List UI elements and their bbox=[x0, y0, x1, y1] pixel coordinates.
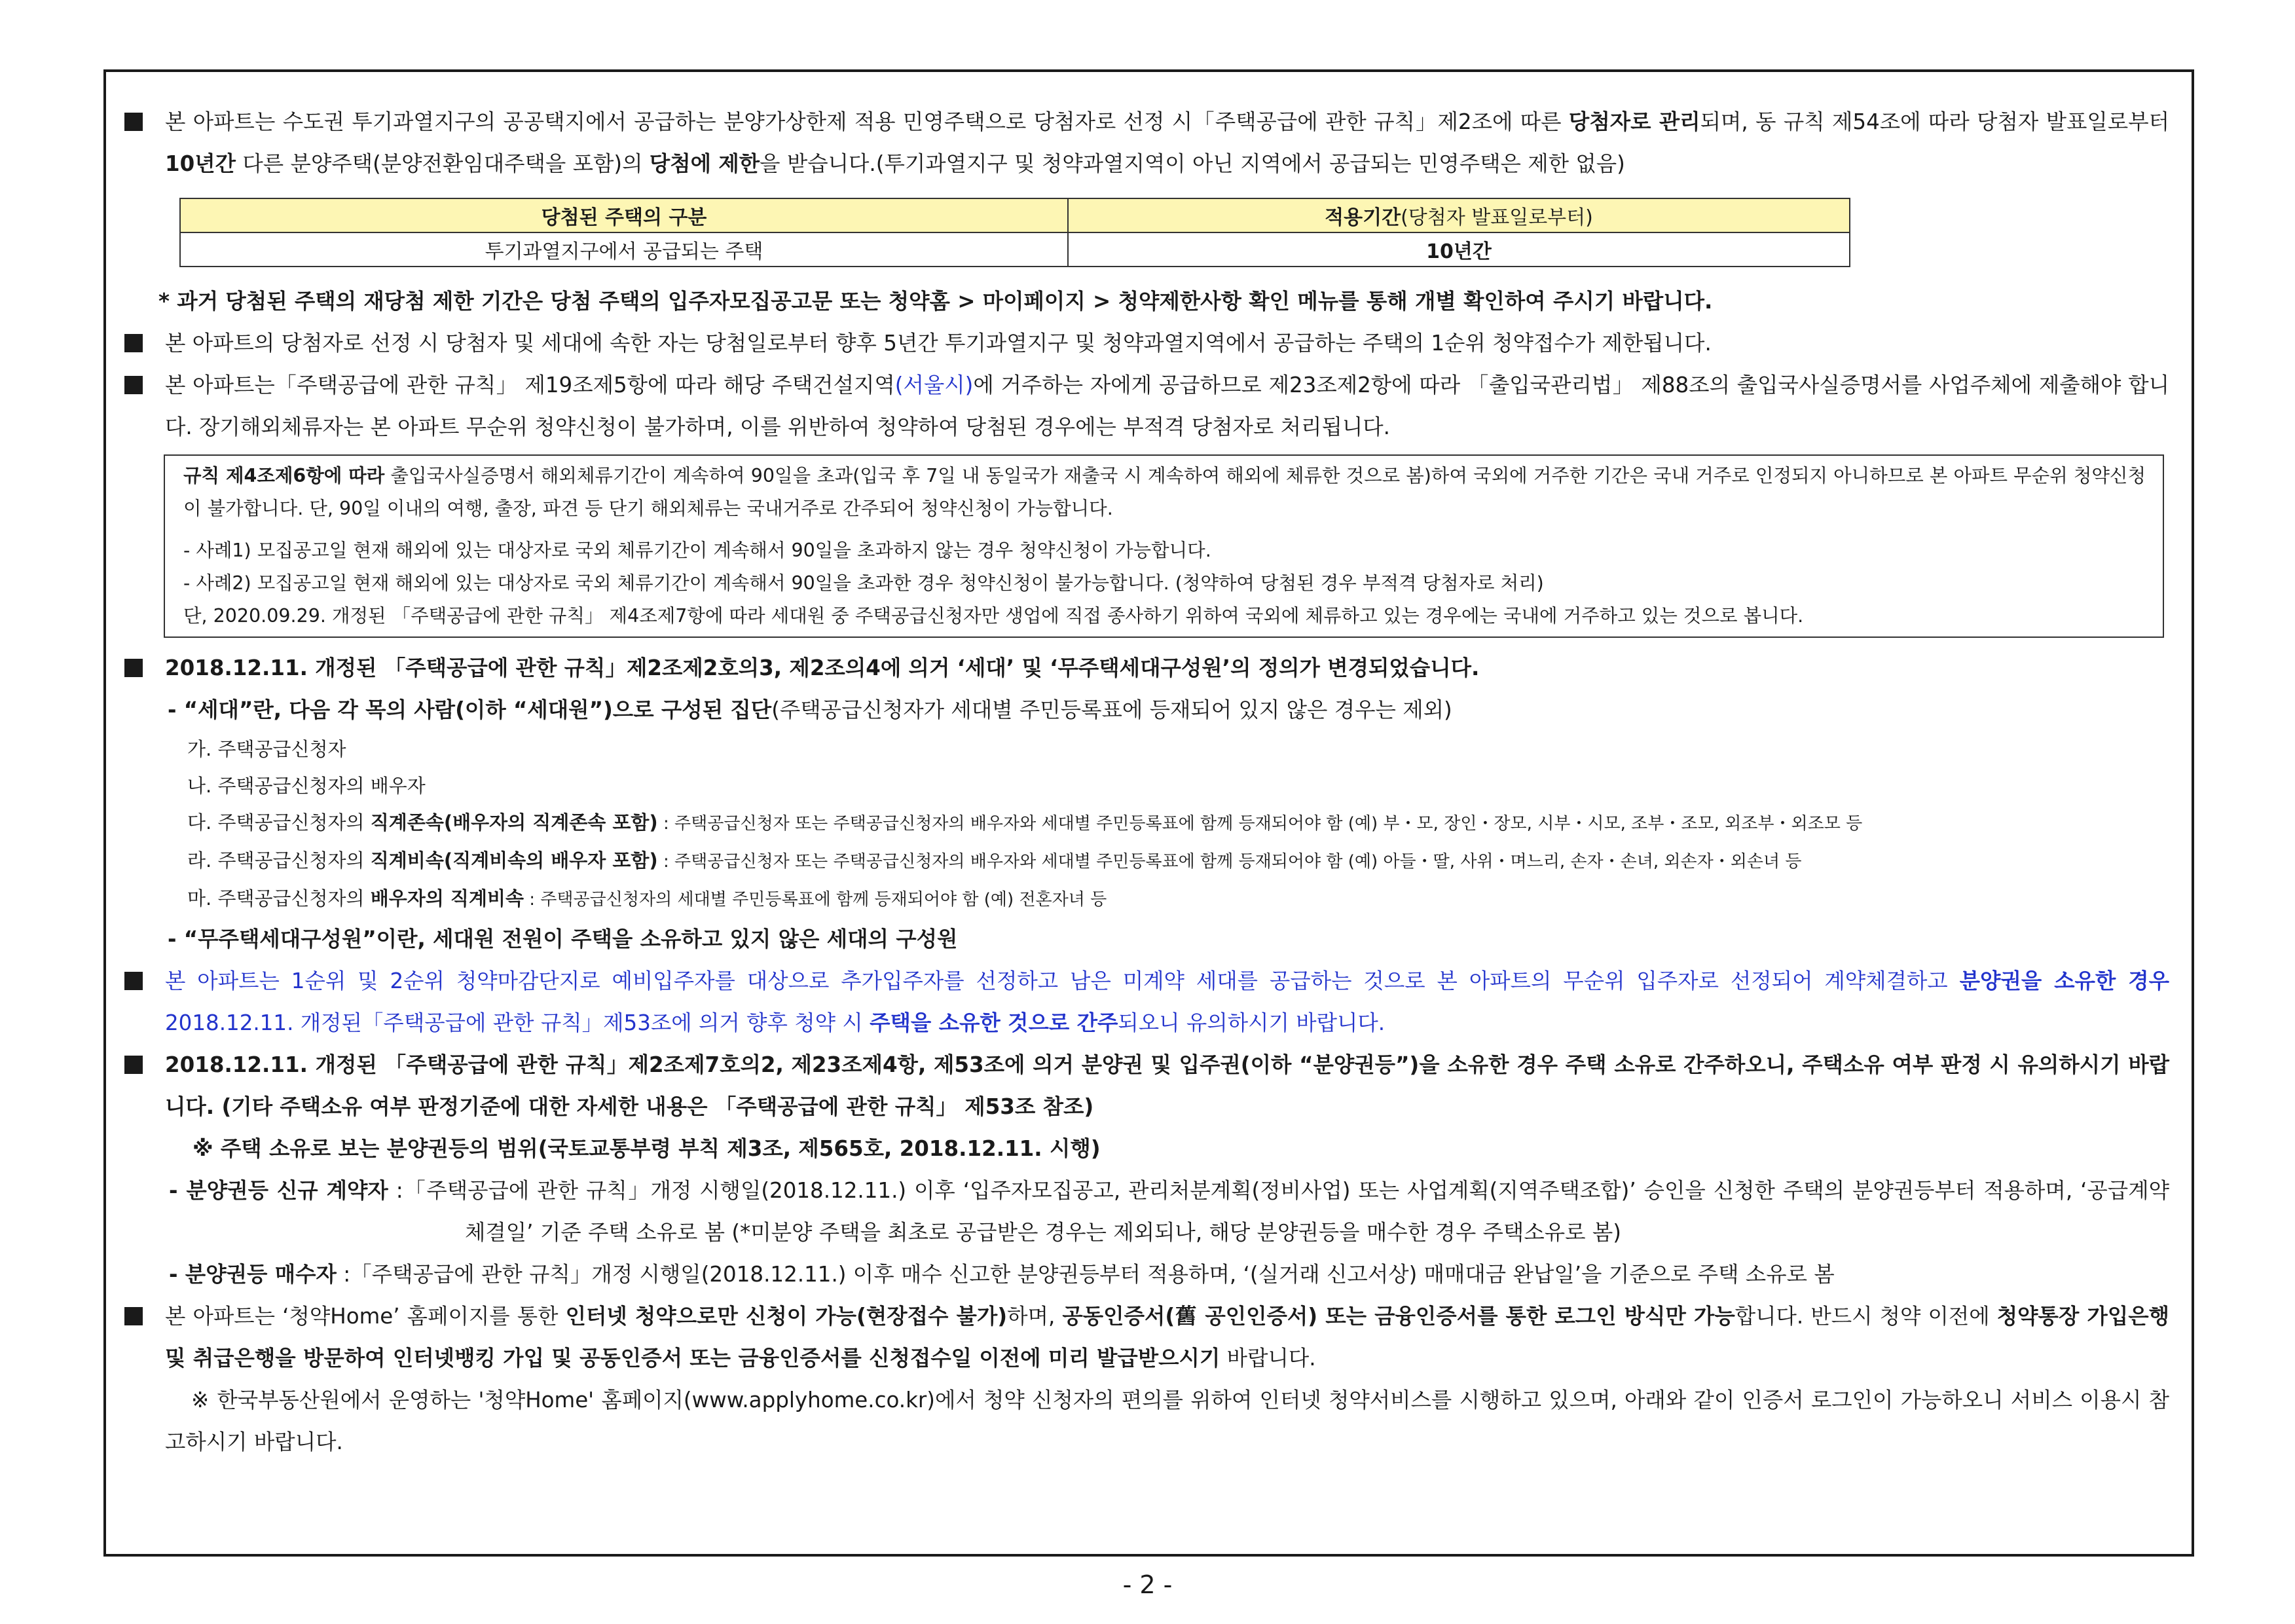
household-item-da: 다. 주택공급신청자의 직계존속(배우자의 직계존속 포함) : 주택공급신청자 또는 주택공급신청자의 배우자와 세대별 주민등록표에 함께 등재되어야 함 (예) 부・모, 장인・장모, 시부・시모, 조부・조모, 외조부・외조모 등 bbox=[187, 811, 1863, 834]
table-cell-type: 투기과열지구에서 공급되는 주택 bbox=[180, 232, 1068, 267]
restriction-period-table bbox=[179, 198, 1850, 267]
table-header-type: 당첨된 주택의 구분 bbox=[180, 198, 1068, 232]
box-exception: 단, 2020.09.29. 개정된 「주택공급에 관한 규칙」 제4조제7항에 따라 세대원 중 주택공급신청자만 생업에 직접 종사하기 위하여 국외에 체류하고 있는 경우에는 국내에 거주하고 있는 것으로 봅니다. bbox=[183, 605, 1804, 627]
paragraph-presale-rights: 2018.12.11. 개정된 「주택공급에 관한 규칙」제2조제7호의2, 제23조제4항, 제53조에 의거 분양권 및 입주권(이하 “분양권등”)을 소유한 경우 주택 소유로 간주하오니, 주택소유 여부 판정 시 유의하시기 바랍니다. (기타 주택소유 여부 판정기준에 대한 자세한 내용은 「주택공급에 관한 규칙」 제53조 참조) bbox=[124, 1044, 2169, 1128]
household-item-ma: 마. 주택공급신청자의 배우자의 직계비속 : 주택공급신청자의 세대별 주민등록표에 함께 등재되어야 함 (예) 전혼자녀 등 bbox=[187, 887, 1107, 910]
table-cell-period: 10년간 bbox=[1068, 232, 1850, 267]
note-past-winner: * 과거 당첨된 주택의 재당첨 제한 기간은 당첨 주택의 입주자모집공고문 또는 청약홈 > 마이페이지 > 청약제한사항 확인 메뉴를 통해 개별 확인하여 주시기 바랍니다. bbox=[158, 289, 1713, 314]
paragraph-winner-restriction: 본 아파트는 수도권 투기과열지구의 공공택지에서 공급하는 분양가상한제 적용 민영주택으로 당첨자로 선정 시「주택공급에 관한 규칙」제2조에 따른 당첨자로 관리되며, 동 규칙 제54조에 따라 당첨자 발표일로부터 10년간 다른 분양주택(분양전환임대주택을 포함)의 당첨에 제한을 받습니다.(투기과열지구 및 청약과열지역이 아닌 지역에서 공급되는 민영주택은 제한 없음) bbox=[124, 101, 2169, 185]
presale-new-contractor: - 분양권등 신규 계약자 :「주택공급에 관한 규칙」개정 시행일(2018.12.11.) 이후 ‘입주자모집공고, 관리처분계획(정비사업) 또는 사업계획(지역주택조합)’ 승인을 신청한 주택의 분양권등부터 적용하며, ‘공급계약 체결일’ 기준 주택 소유로 봄 (*미분양 주택을 최초로 공급받은 경우는 제외되나, 해당 분양권등을 매수한 경우 주택소유로 봄) bbox=[169, 1178, 2169, 1245]
homeless-member-definition: - “무주택세대구성원”이란, 세대원 전원이 주택을 소유하고 있지 않은 세대의 구성원 bbox=[168, 927, 958, 951]
household-item-na: 나. 주택공급신청자의 배우자 bbox=[187, 775, 426, 797]
overseas-stay-box bbox=[164, 454, 2164, 638]
square-bullet-icon bbox=[124, 1307, 143, 1325]
household-item-ra: 라. 주택공급신청자의 직계비속(직계비속의 배우자 포함) : 주택공급신청자 또는 주택공급신청자의 배우자와 세대별 주민등록표에 함께 등재되어야 함 (예) 아들・딸, 사위・며느리, 손자・손녀, 외손자・외손녀 등 bbox=[187, 849, 1802, 872]
box-main-text: 규칙 제4조제6항에 따라 출입국사실증명서 해외체류기간이 계속하여 90일을 초과(입국 후 7일 내 동일국가 재출국 시 계속하여 해외에 체류한 것으로 봄)하여 국외에 거주한 기간은 국내 거주로 인정되지 아니하므로 본 아파트 무순위 청약신청이 불가합니다. 단, 90일 이내의 여행, 출장, 파견 등 단기 해외체류는 국내거주로 간주되어 청약신청이 가능합니다. bbox=[183, 465, 2146, 519]
presale-buyer: - 분양권등 매수자 :「주택공급에 관한 규칙」개정 시행일(2018.12.11.) 이후 매수 신고한 분양권등부터 적용하며, ‘(실거래 신고서상) 매매대금 완납일’을 기준으로 주택 소유로 봄 bbox=[169, 1262, 1835, 1287]
box-case-1: - 사례1) 모집공고일 현재 해외에 있는 대상자로 국외 체류기간이 계속해서 90일을 초과하지 않는 경우 청약신청이 가능합니다. bbox=[183, 540, 1211, 561]
square-bullet-icon bbox=[124, 659, 143, 677]
household-definition-line: - “세대”란, 다음 각 목의 사람(이하 “세대원”)으로 구성된 집단(주택공급신청자가 세대별 주민등록표에 등재되어 있지 않은 경우는 제외) bbox=[168, 697, 1452, 722]
square-bullet-icon bbox=[124, 972, 143, 990]
square-bullet-icon bbox=[124, 376, 143, 394]
table-header-period: 적용기간(당첨자 발표일로부터) bbox=[1068, 198, 1850, 232]
page-frame bbox=[103, 69, 2194, 1557]
paragraph-residency: 본 아파트는「주택공급에 관한 규칙」 제19조제5항에 따라 해당 주택건설지역(서울시)에 거주하는 자에게 공급하므로 제23조제2항에 따라 「출입국관리법」 제88조의 출입국사실증명서를 사업주체에 제출해야 합니다. 장기해외체류자는 본 아파트 무순위 청약신청이 불가하며, 이를 위반하여 청약하여 당첨된 경우에는 부적격 당첨자로 처리됩니다. bbox=[124, 364, 2169, 448]
square-bullet-icon bbox=[124, 334, 143, 352]
paragraph-household-definition: 2018.12.11. 개정된 「주택공급에 관한 규칙」제2조제2호의3, 제2조의4에 의거 ‘세대’ 및 ‘무주택세대구성원’의 정의가 변경되었습니다. bbox=[124, 647, 2169, 689]
table-row bbox=[180, 232, 1850, 267]
table-header-row bbox=[180, 198, 1850, 232]
paragraph-first-rank-limit: 본 아파트의 당첨자로 선정 시 당첨자 및 세대에 속한 자는 당첨일로부터 향후 5년간 투기과열지구 및 청약과열지역에서 공급하는 주택의 1순위 청약접수가 제한됩니다. bbox=[124, 322, 2169, 364]
household-item-ga: 가. 주택공급신청자 bbox=[187, 738, 346, 760]
square-bullet-icon bbox=[124, 1056, 143, 1074]
box-case-2: - 사례2) 모집공고일 현재 해외에 있는 대상자로 국외 체류기간이 계속해서 90일을 초과한 경우 청약신청이 불가능합니다. (청약하여 당첨된 경우 부적격 당첨자로 처리) bbox=[183, 572, 1544, 594]
paragraph-unsold-units: 본 아파트는 1순위 및 2순위 청약마감단지로 예비입주자를 대상으로 추가입주자를 선정하고 남은 미계약 세대를 공급하는 것으로 본 아파트의 무순위 입주자로 선정되어 계약체결하고 분양권을 소유한 경우 2018.12.11. 개정된「주택공급에 관한 규칙」제53조에 의거 향후 청약 시 주택을 소유한 것으로 간주되오니 유의하시기 바랍니다. bbox=[124, 960, 2169, 1044]
page-number: - 2 - bbox=[1122, 1570, 1173, 1599]
applyhome-note: ※ 한국부동산원에서 운영하는 '청약Home' 홈페이지(www.applyhome.co.kr)에서 청약 신청자의 편의를 위하여 인터넷 청약서비스를 시행하고 있으며, 아래와 같이 인증서 로그인이 가능하오니 서비스 이용시 참고하시기 바랍니다. bbox=[165, 1388, 2169, 1454]
paragraph-online-application: 본 아파트는 ‘청약Home’ 홈페이지를 통한 인터넷 청약으로만 신청이 가능(현장접수 불가)하며, 공동인증서(舊 공인인증서) 또는 금융인증서를 통한 로그인 방식만 가능합니다. 반드시 청약 이전에 청약통장 가입은행 및 취급은행을 방문하여 인터넷뱅킹 가입 및 공동인증서 또는 금융인증서를 신청접수일 이전에 미리 발급받으시기 바랍니다. bbox=[124, 1295, 2169, 1379]
presale-rights-range: ※ 주택 소유로 보는 분양권등의 범위(국토교통부령 부칙 제3조, 제565호, 2018.12.11. 시행) bbox=[193, 1136, 1101, 1161]
square-bullet-icon bbox=[124, 113, 143, 131]
